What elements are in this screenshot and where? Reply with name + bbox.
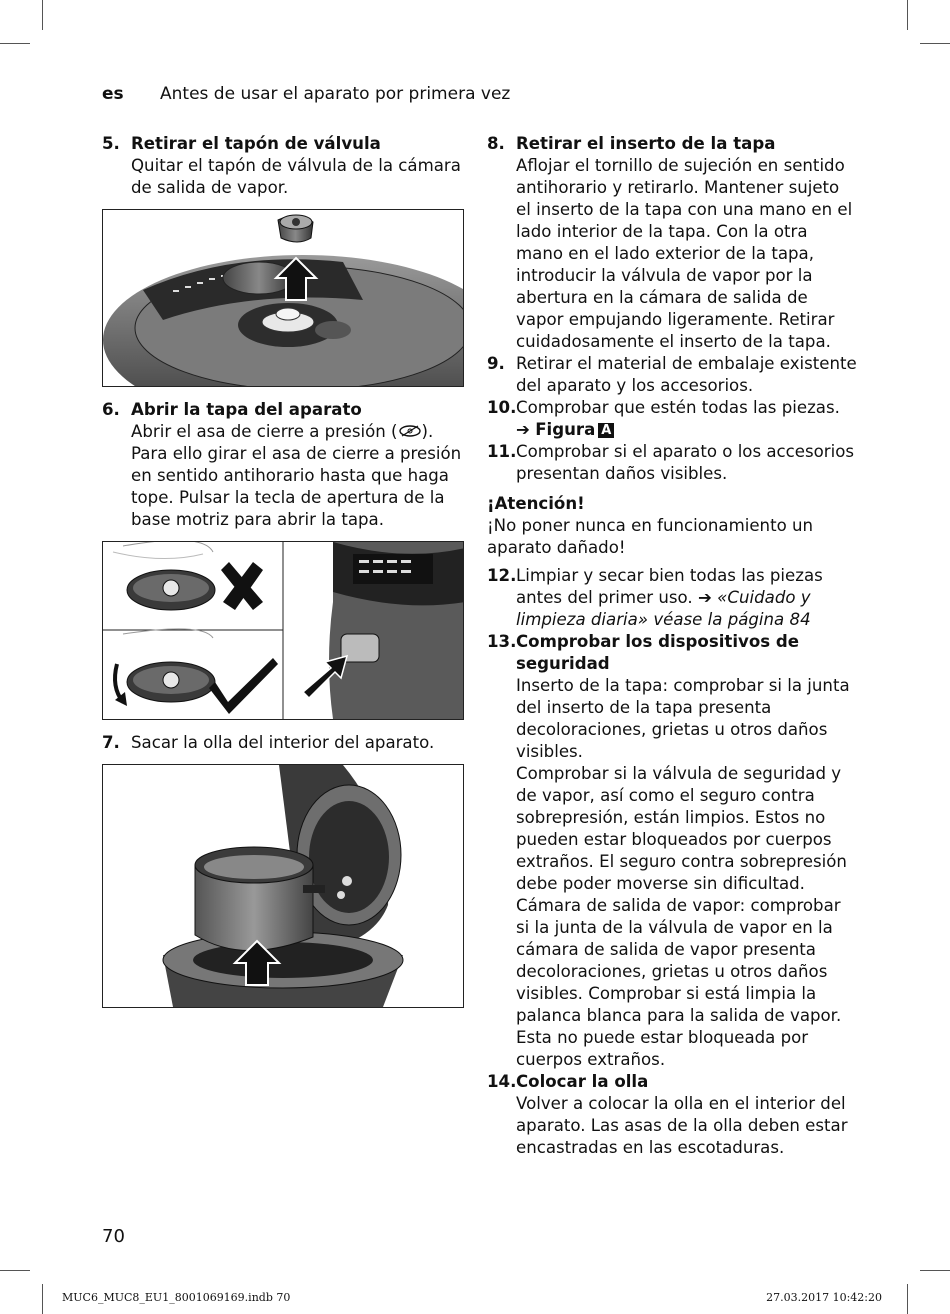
crop-mark: [0, 43, 30, 44]
step-text: Quitar el tapón de válvula de la cámara de salida de vapor.: [131, 156, 461, 197]
crop-mark: [0, 1270, 30, 1271]
step-12: [487, 565, 857, 631]
step-number: 6.: [102, 400, 120, 419]
step-8: [487, 133, 857, 353]
step-text: Comprobar si el aparato o los accesorios presentan daños visibles.: [516, 442, 855, 483]
step-paragraph: Cámara de salida de vapor: comprobar si la junta de la válvula de vapor en la cámara de salida de vapor presenta decoloraciones, grietas u otros daños visibles. Comprobar si está limpia la palanca blanca para la salida de vapor. Esta no puede estar bloqueada por cuerpos extraños.: [516, 896, 842, 1069]
arrow-right-icon: ➔: [516, 420, 530, 439]
step-number: 14.: [487, 1072, 517, 1091]
footer-timestamp: 27.03.2017 10:42:20: [766, 1291, 882, 1304]
pressure-handle-icon: [398, 424, 422, 438]
step-text: Comprobar que estén todas las piezas.: [516, 398, 840, 417]
page-header: [102, 84, 510, 104]
remove-pot-illustration: [103, 765, 464, 1007]
step-text: Volver a colocar la olla en el interior del aparato. Las asas de la olla deben estar encastradas en las escotaduras.: [516, 1094, 848, 1157]
left-column: [102, 133, 464, 1020]
step-text: Sacar la olla del interior del aparato.: [131, 733, 435, 752]
figure-open-lid: [102, 541, 464, 720]
step-10: [487, 397, 857, 441]
arrow-right-icon: ➔: [697, 588, 712, 607]
crop-mark: [907, 0, 908, 30]
step-paragraph: Comprobar si la válvula de seguridad y de vapor, así como el seguro contra sobrepresión, están limpios. Estos no pueden estar bloqueados por cuerpos extraños. El seguro contra sobrepresión debe poder moverse sin dificultad.: [516, 764, 847, 893]
step-6: [102, 399, 464, 531]
step-title: Retirar el inserto de la tapa: [516, 134, 776, 153]
step-5: [102, 133, 464, 199]
page-number: 70: [102, 1226, 125, 1247]
step-title: Retirar el tapón de válvula: [131, 134, 381, 153]
figure-remove-pot: [102, 764, 464, 1008]
step-title: Comprobar los dispositivos de seguridad: [516, 632, 800, 673]
step-text: Retirar el material de embalaje existente del aparato y los accesorios.: [516, 354, 857, 395]
figure-ref-label: Figura: [535, 420, 596, 439]
step-number: 8.: [487, 134, 505, 153]
step-title: Abrir la tapa del aparato: [131, 400, 362, 419]
figure-badge: A: [598, 423, 614, 438]
cross-reference: «Cuidado y limpieza diaria» véase la página 84: [516, 588, 811, 629]
section-title: Antes de usar el aparato por primera vez: [160, 84, 511, 104]
attention-title: ¡Atención!: [487, 494, 585, 513]
language-code: es: [102, 84, 124, 104]
figure-valve-cap: [102, 209, 464, 387]
step-text: Aflojar el tornillo de sujeción en sentido antihorario y retirarlo. Mantener sujeto el inserto de la tapa con una mano en el lado interior de la tapa. Con la otra mano en el lado exterior de la tapa, introducir la válvula de vapor por la abertura en la cámara de salida de vapor empujando ligeramente. Retirar cuidadosamente el inserto de la tapa.: [516, 156, 853, 351]
step-number: 12.: [487, 566, 517, 585]
footer-file-info: MUC6_MUC8_EU1_8001069169.indb 70: [62, 1291, 291, 1304]
crop-mark: [907, 1284, 908, 1314]
step-11: [487, 441, 857, 485]
step-13: [487, 631, 857, 1071]
step-number: 9.: [487, 354, 505, 373]
step-9: [487, 353, 857, 397]
step-number: 5.: [102, 134, 120, 153]
step-number: 11.: [487, 442, 517, 461]
step-number: 13.: [487, 632, 517, 651]
step-14: [487, 1071, 857, 1159]
figure-reference: [516, 419, 857, 441]
crop-mark: [920, 43, 950, 44]
step-text-part: Abrir el asa de cierre a presión (: [131, 422, 398, 441]
step-text-part: Limpiar y secar bien todas las piezas antes del primer uso.: [516, 566, 823, 607]
step-text: [516, 565, 857, 631]
crop-mark: [920, 1270, 950, 1271]
step-number: 7.: [102, 733, 120, 752]
valve-cap-illustration: [103, 210, 464, 386]
step-7: [102, 732, 464, 754]
step-paragraph: Inserto de la tapa: comprobar si la junta del inserto de la tapa presenta decoloraciones, grietas u otros daños visibles.: [516, 676, 850, 761]
step-title: Colocar la olla: [516, 1072, 649, 1091]
step-number: 10.: [487, 398, 517, 417]
crop-mark: [42, 0, 43, 30]
open-lid-illustration: [103, 542, 464, 719]
attention-text: ¡No poner nunca en funcionamiento un aparato dañado!: [487, 516, 814, 557]
step-text: [131, 421, 464, 531]
crop-mark: [42, 1284, 43, 1314]
step-text-part: ). Para ello girar el asa de cierre a presión en sentido antihorario hasta que haga tope. Pulsar la tecla de apertura de la base motriz para abrir la tapa.: [131, 422, 462, 529]
right-column: [487, 133, 857, 1159]
